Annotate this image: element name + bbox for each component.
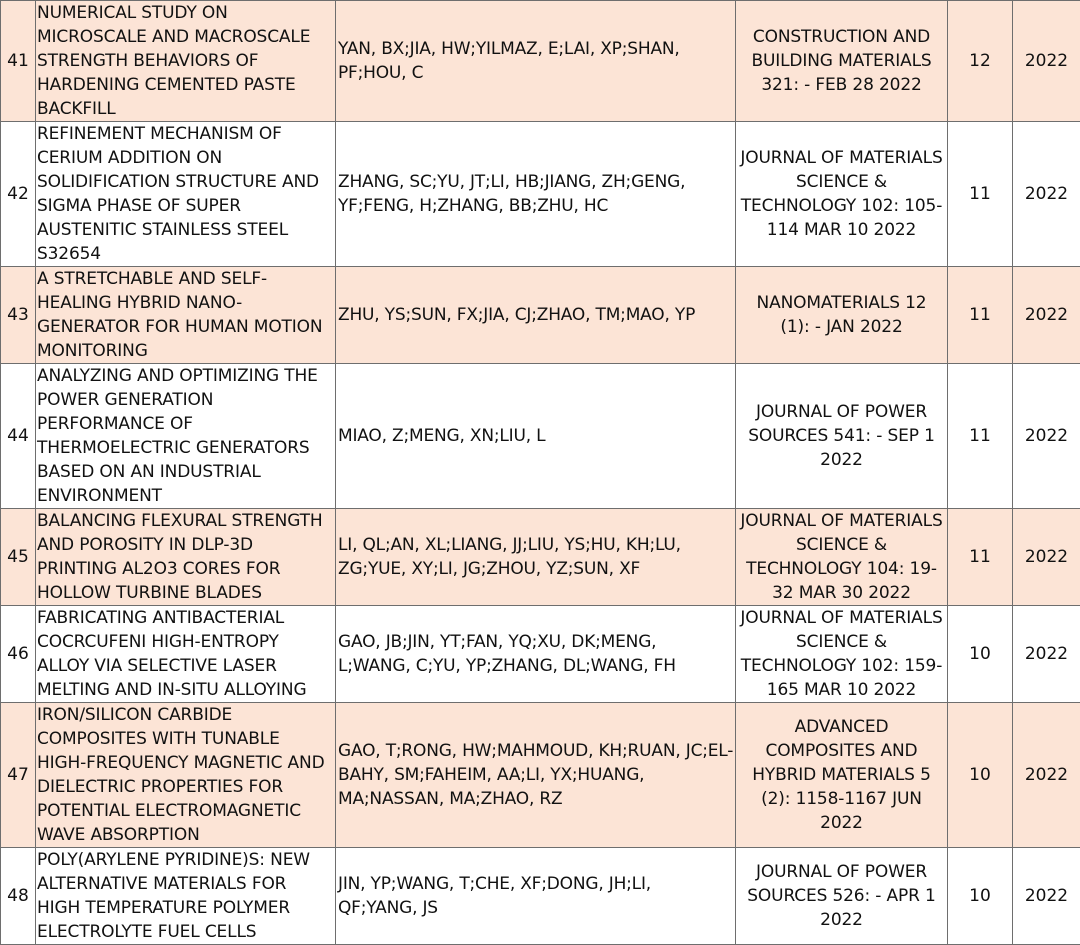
paper-title: REFINEMENT MECHANISM OF CERIUM ADDITION ON SOLIDIFICATION STRUCTURE AND SIGMA PHASE OF SUPER AUSTENITIC STAINLESS STEEL S32654 (36, 122, 336, 267)
paper-authors: ZHU, YS;SUN, FX;JIA, CJ;ZHAO, TM;MAO, YP (336, 267, 736, 364)
table-row (1, 606, 1080, 703)
paper-authors: LI, QL;AN, XL;LIANG, JJ;LIU, YS;HU, KH;LU, ZG;YUE, XY;LI, JG;ZHOU, YZ;SUN, XF (336, 509, 736, 606)
row-number: 42 (1, 122, 36, 267)
publication-year: 2022 (1013, 267, 1080, 364)
publication-year: 2022 (1013, 1, 1080, 122)
paper-authors: GAO, T;RONG, HW;MAHMOUD, KH;RUAN, JC;EL-BAHY, SM;FAHEIM, AA;LI, YX;HUANG, MA;NASSAN, MA;ZHAO, RZ (336, 703, 736, 848)
table-row (1, 1, 1080, 122)
paper-source: NANOMATERIALS 12 (1): - JAN 2022 (736, 267, 948, 364)
row-number: 43 (1, 267, 36, 364)
paper-authors: ZHANG, SC;YU, JT;LI, HB;JIANG, ZH;GENG, YF;FENG, H;ZHANG, BB;ZHU, HC (336, 122, 736, 267)
paper-title: IRON/SILICON CARBIDE COMPOSITES WITH TUNABLE HIGH-FREQUENCY MAGNETIC AND DIELECTRIC PROPERTIES FOR POTENTIAL ELECTROMAGNETIC WAVE ABSORPTION (36, 703, 336, 848)
row-number: 45 (1, 509, 36, 606)
paper-source: ADVANCED COMPOSITES AND HYBRID MATERIALS 5 (2): 1158-1167 JUN 2022 (736, 703, 948, 848)
table-row (1, 848, 1080, 945)
paper-source: JOURNAL OF POWER SOURCES 526: - APR 1 2022 (736, 848, 948, 945)
publication-year: 2022 (1013, 606, 1080, 703)
citation-count: 11 (948, 364, 1013, 509)
table-row (1, 364, 1080, 509)
row-number: 48 (1, 848, 36, 945)
paper-title: FABRICATING ANTIBACTERIAL COCRCUFENI HIGH-ENTROPY ALLOY VIA SELECTIVE LASER MELTING AND IN-SITU ALLOYING (36, 606, 336, 703)
citation-count: 12 (948, 1, 1013, 122)
paper-authors: GAO, JB;JIN, YT;FAN, YQ;XU, DK;MENG, L;WANG, C;YU, YP;ZHANG, DL;WANG, FH (336, 606, 736, 703)
publication-year: 2022 (1013, 509, 1080, 606)
paper-authors: JIN, YP;WANG, T;CHE, XF;DONG, JH;LI, QF;YANG, JS (336, 848, 736, 945)
paper-title: POLY(ARYLENE PYRIDINE)S: NEW ALTERNATIVE MATERIALS FOR HIGH TEMPERATURE POLYMER ELECTROLYTE FUEL CELLS (36, 848, 336, 945)
paper-source: JOURNAL OF MATERIALS SCIENCE & TECHNOLOGY 102: 105-114 MAR 10 2022 (736, 122, 948, 267)
publication-year: 2022 (1013, 703, 1080, 848)
citation-count: 11 (948, 122, 1013, 267)
publication-year: 2022 (1013, 122, 1080, 267)
paper-authors: MIAO, Z;MENG, XN;LIU, L (336, 364, 736, 509)
paper-source: JOURNAL OF MATERIALS SCIENCE & TECHNOLOGY 102: 159-165 MAR 10 2022 (736, 606, 948, 703)
publication-year: 2022 (1013, 848, 1080, 945)
table-row (1, 122, 1080, 267)
paper-source: JOURNAL OF POWER SOURCES 541: - SEP 1 2022 (736, 364, 948, 509)
table-row (1, 703, 1080, 848)
row-number: 44 (1, 364, 36, 509)
paper-source: CONSTRUCTION AND BUILDING MATERIALS 321: - FEB 28 2022 (736, 1, 948, 122)
table-row (1, 509, 1080, 606)
row-number: 46 (1, 606, 36, 703)
citation-count: 10 (948, 606, 1013, 703)
paper-title: ANALYZING AND OPTIMIZING THE POWER GENERATION PERFORMANCE OF THERMOELECTRIC GENERATORS BASED ON AN INDUSTRIAL ENVIRONMENT (36, 364, 336, 509)
row-number: 41 (1, 1, 36, 122)
publication-year: 2022 (1013, 364, 1080, 509)
paper-source: JOURNAL OF MATERIALS SCIENCE & TECHNOLOGY 104: 19-32 MAR 30 2022 (736, 509, 948, 606)
citation-count: 11 (948, 267, 1013, 364)
paper-title: A STRETCHABLE AND SELF-HEALING HYBRID NANO-GENERATOR FOR HUMAN MOTION MONITORING (36, 267, 336, 364)
citation-count: 10 (948, 703, 1013, 848)
row-number: 47 (1, 703, 36, 848)
citation-count: 11 (948, 509, 1013, 606)
paper-authors: YAN, BX;JIA, HW;YILMAZ, E;LAI, XP;SHAN, PF;HOU, C (336, 1, 736, 122)
paper-title: NUMERICAL STUDY ON MICROSCALE AND MACROSCALE STRENGTH BEHAVIORS OF HARDENING CEMENTED PASTE BACKFILL (36, 1, 336, 122)
citation-count: 10 (948, 848, 1013, 945)
paper-title: BALANCING FLEXURAL STRENGTH AND POROSITY IN DLP-3D PRINTING AL2O3 CORES FOR HOLLOW TURBINE BLADES (36, 509, 336, 606)
table-row (1, 267, 1080, 364)
